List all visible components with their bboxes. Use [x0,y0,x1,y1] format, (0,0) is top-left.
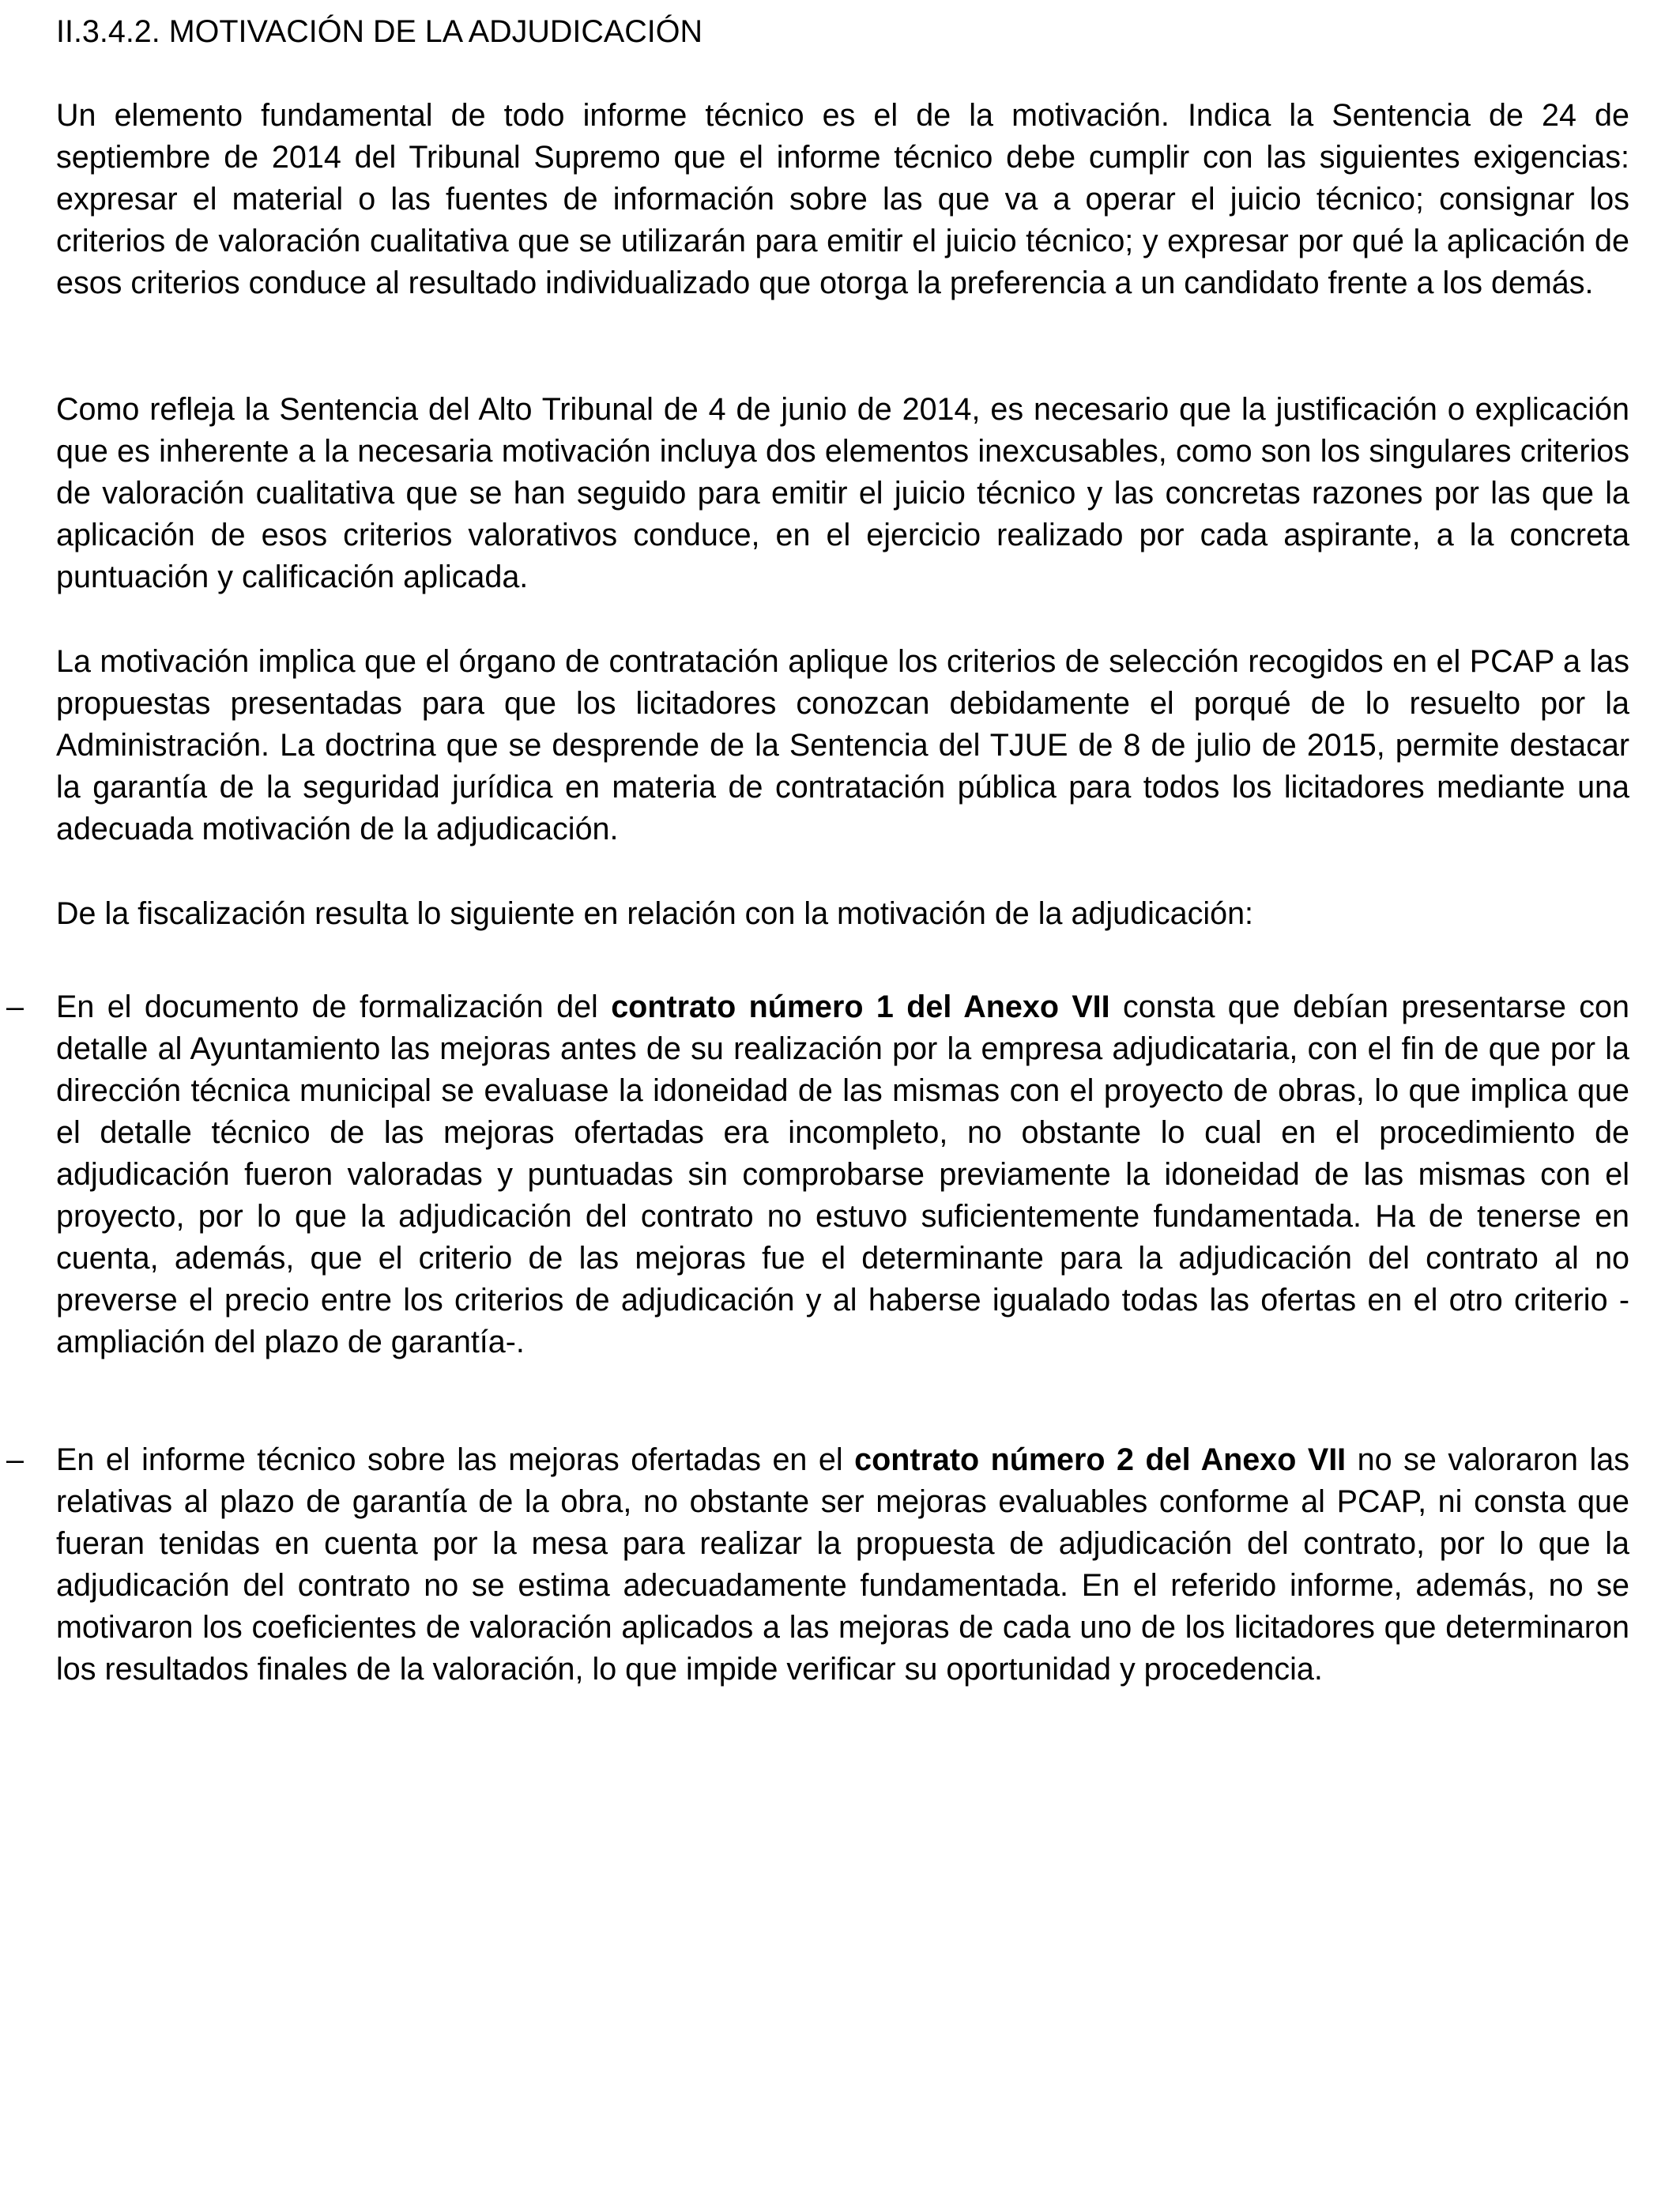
bullet-text: En el documento de formalización del contrato número 1 del Anexo VII consta que debían presentarse con detalle al Ayuntamiento las mejoras antes de su realización por la empresa adjudicataria, con el fin de que por la dirección técnica municipal se evaluase la idoneidad de las mismas con el proyecto de obras, lo que implica que el detalle técnico de las mejoras ofertadas era incompleto, no obstante lo cual en el procedimiento de adjudicación fueron valoradas y puntuadas sin comprobarse previamente la idoneidad de las mismas con el proyecto, por lo que la adjudicación del contrato no estuvo suficientemente fundamentada. Ha de tenerse en cuenta, además, que el criterio de las mejoras fue el determinante para la adjudicación del contrato al no preverse el precio entre los criterios de adjudicación y al haberse igualado todas las ofertas en el otro criterio -ampliación del plazo de garantía-. [56,990,1629,1359]
paragraph-tjue: La motivación implica que el órgano de contratación aplique los criterios de selección recogidos en el PCAP a las propuestas presentadas para que los licitadores conozcan debidamente el porqué de lo resuelto por la Administración. La doctrina que se desprende de la Sentencia del TJUE de 8 de julio de 2015, permite destacar la garantía de la seguridad jurídica en materia de contratación pública para todos los licitadores mediante una adecuada motivación de la adjudicación. [56,644,1629,846]
paragraph-motivation-intro: Un elemento fundamental de todo informe técnico es el de la motivación. Indica la Sentencia de 24 de septiembre de 2014 del Tribunal Supremo que el informe técnico debe cumplir con las siguientes exigencias: expresar el material o las fuentes de información sobre las que va a operar el juicio técnico; consignar los criterios de valoración cualitativa que se utilizarán para emitir el juicio técnico; y expresar por qué la aplicación de esos criterios conduce al resultado individualizado que otorga la preferencia a un candidato frente a los demás. [56,98,1629,300]
contract-reference: contrato número 2 del Anexo VII [854,1442,1347,1477]
bullet-dash: – [6,1442,24,1477]
contract-reference: contrato número 1 del Anexo VII [611,990,1110,1024]
bullet-item-contrato-2 [6,1439,1629,1691]
paragraph-alto-tribunal: Como refleja la Sentencia del Alto Tribunal de 4 de junio de 2014, es necesario que la justificación o explicación que es inherente a la necesaria motivación incluya dos elementos inexcusables, como son los singulares criterios de valoración cualitativa que se han seguido para emitir el juicio técnico y las concretas razones por las que la aplicación de esos criterios valorativos conduce, en el ejercicio realizado por cada aspirante, a la concreta puntuación y calificación aplicada. [56,392,1629,594]
bullet-item-contrato-1 [6,986,1629,1363]
paragraph-fiscalizacion: De la fiscalización resulta lo siguiente en relación con la motivación de la adjudicación: [56,896,1254,931]
bullet-text: En el informe técnico sobre las mejoras ofertadas en el contrato número 2 del Anexo VII no se valoraron las relativas al plazo de garantía de la obra, no obstante ser mejoras evaluables conforme al PCAP, ni consta que fueran tenidas en cuenta por la mesa para realizar la propuesta de adjudicación del contrato, por lo que la adjudicación del contrato no se estima adecuadamente fundamentada. En el referido informe, además, no se motivaron los coeficientes de valoración aplicados a las mejoras de cada uno de los licitadores que determinaron los resultados finales de la valoración, lo que impide verificar su oportunidad y procedencia. [56,1442,1629,1687]
section-heading: II.3.4.2. MOTIVACIÓN DE LA ADJUDICACIÓN [56,14,703,49]
bullet-dash: – [6,990,24,1024]
